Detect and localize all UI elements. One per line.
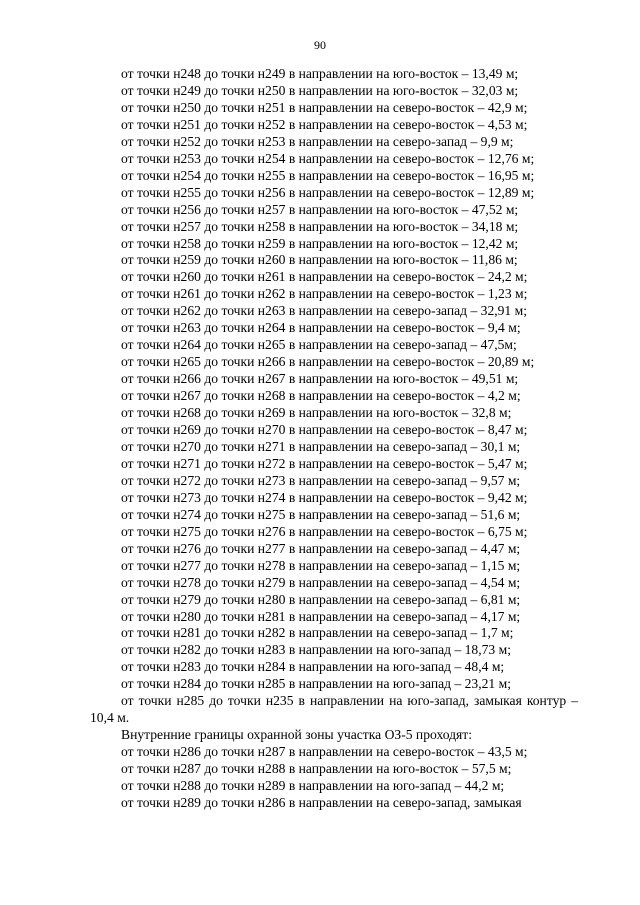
- boundary-segment-line: от точки н273 до точки н274 в направлении на северо-восток – 9,42 м;: [121, 489, 528, 505]
- boundary-segment-line: от точки н288 до точки н289 в направлении на юго-запад – 44,2 м;: [121, 778, 505, 794]
- boundary-segment-line: от точки н281 до точки н282 в направлении на северо-запад – 1,7 м;: [121, 625, 514, 641]
- boundary-segment-line: от точки н258 до точки н259 в направлении на юго-восток – 12,42 м;: [121, 235, 519, 251]
- boundary-segment-line: от точки н260 до точки н261 в направлении на северо-восток – 24,2 м;: [121, 269, 528, 285]
- boundary-segment-line: от точки н268 до точки н269 в направлении на юго-восток – 32,8 м;: [121, 405, 512, 421]
- boundary-segment-line: от точки н261 до точки н262 в направлении на северо-восток – 1,23 м;: [121, 286, 528, 302]
- boundary-segment-line: от точки н251 до точки н252 в направлении на северо-восток – 4,53 м;: [121, 116, 528, 132]
- boundary-segment-line: от точки н262 до точки н263 в направлении на северо-запад – 32,91 м;: [121, 303, 528, 319]
- boundary-segment-line: от точки н278 до точки н279 в направлении на северо-запад – 4,54 м;: [121, 574, 521, 590]
- boundary-segment-line: от точки н264 до точки н265 в направлении на северо-запад – 47,5м;: [121, 337, 517, 353]
- boundary-segment-line: от точки н275 до точки н276 в направлении на северо-восток – 6,75 м;: [121, 523, 528, 539]
- boundary-segment-line: от точки н276 до точки н277 в направлении на северо-запад – 4,47 м;: [121, 540, 521, 556]
- page-number: 90: [314, 38, 326, 52]
- boundary-segment-line: от точки н259 до точки н260 в направлении на юго-восток – 11,86 м;: [121, 252, 518, 268]
- boundary-segment-line: от точки н248 до точки н249 в направлении на юго-восток – 13,49 м;: [121, 66, 519, 81]
- boundary-segment-line: от точки н256 до точки н257 в направлении на юго-восток – 47,52 м;: [121, 201, 519, 217]
- boundary-segment-line: от точки н282 до точки н283 в направлении на юго-запад – 18,73 м;: [121, 642, 511, 658]
- section-heading: Внутренние границы охранной зоны участка ОЗ-5 проходят:: [121, 727, 473, 743]
- boundary-segment-line: от точки н277 до точки н278 в направлении на северо-запад – 1,15 м;: [121, 557, 521, 573]
- boundary-segment-line: от точки н254 до точки н255 в направлении на северо-восток – 16,95 м;: [121, 167, 535, 183]
- boundary-segment-line: от точки н270 до точки н271 в направлении на северо-запад – 30,1 м;: [121, 438, 521, 454]
- boundary-segment-line: от точки н263 до точки н264 в направлении на северо-восток – 9,4 м;: [121, 320, 521, 336]
- boundary-segment-line: от точки н250 до точки н251 в направлении на северо-восток – 42,9 м;: [121, 99, 528, 115]
- boundary-segment-line: от точки н279 до точки н280 в направлении на северо-запад – 6,81 м;: [121, 591, 521, 607]
- boundary-segment-line: от точки н286 до точки н287 в направлении на северо-восток – 43,5 м;: [121, 744, 528, 760]
- boundary-segment-line: от точки н253 до точки н254 в направлении на северо-восток – 12,76 м;: [121, 150, 535, 166]
- boundary-segment-line: от точки н269 до точки н270 в направлении на северо-восток – 8,47 м;: [121, 422, 528, 438]
- boundary-segment-list: [90, 66, 578, 693]
- inner-boundary-segment-list: [90, 744, 578, 795]
- final-line: от точки н289 до точки н286 в направлении на северо-запад, замыкая: [121, 794, 522, 810]
- boundary-segment-line: от точки н271 до точки н272 в направлении на северо-восток – 5,47 м;: [121, 455, 528, 471]
- boundary-segment-line: от точки н284 до точки н285 в направлении на юго-запад – 23,21 м;: [121, 676, 511, 692]
- boundary-segment-line: от точки н280 до точки н281 в направлении на северо-запад – 4,17 м;: [121, 608, 521, 624]
- boundary-description: [90, 66, 578, 812]
- boundary-segment-line: от точки н287 до точки н288 в направлении на юго-восток – 57,5 м;: [121, 761, 512, 777]
- boundary-segment-line: от точки н267 до точки н268 в направлении на северо-восток – 4,2 м;: [121, 388, 521, 404]
- boundary-segment-line: от точки н272 до точки н273 в направлении на северо-запад – 9,57 м;: [121, 472, 521, 488]
- boundary-segment-line: от точки н252 до точки н253 в направлении на северо-запад – 9,9 м;: [121, 133, 514, 149]
- closing-paragraph: от точки н285 до точки н235 в направлении на юго-запад, замыкая контур – 10,4 м.: [90, 693, 578, 726]
- boundary-segment-line: от точки н265 до точки н266 в направлении на северо-восток – 20,89 м;: [121, 354, 535, 370]
- boundary-segment-line: от точки н255 до точки н256 в направлении на северо-восток – 12,89 м;: [121, 184, 535, 200]
- boundary-segment-line: от точки н274 до точки н275 в направлении на северо-запад – 51,6 м;: [121, 506, 521, 522]
- boundary-segment-line: от точки н257 до точки н258 в направлении на юго-восток – 34,18 м;: [121, 218, 519, 234]
- boundary-segment-line: от точки н283 до точки н284 в направлении на юго-запад – 48,4 м;: [121, 659, 505, 675]
- boundary-segment-line: от точки н249 до точки н250 в направлении на юго-восток – 32,03 м;: [121, 82, 519, 98]
- boundary-segment-line: от точки н266 до точки н267 в направлении на юго-восток – 49,51 м;: [121, 371, 519, 387]
